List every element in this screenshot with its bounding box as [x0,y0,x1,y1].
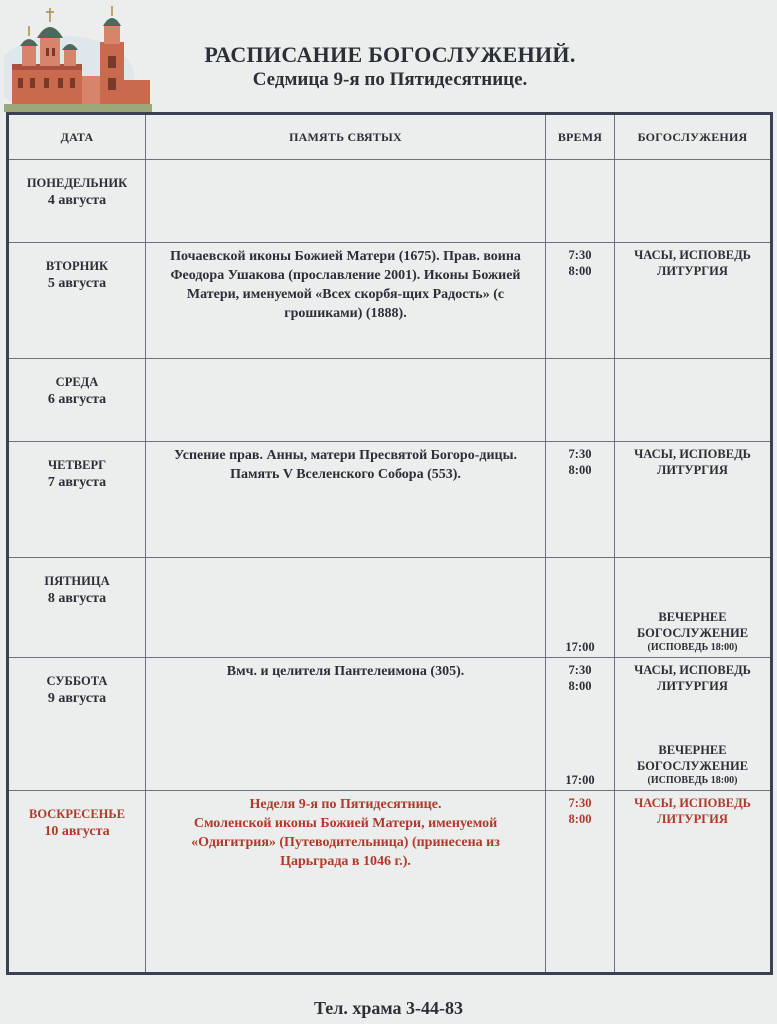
time-cell [546,442,615,558]
services-cell [615,243,772,359]
table-row [8,243,772,359]
evening-confession: (ИСПОВЕДЬ 18:00) [647,775,738,786]
table-row [8,359,772,442]
date-cell [8,558,146,658]
services-cell [615,558,772,658]
services-cell [615,791,772,974]
service-times: 7:30 8:00 [568,663,592,693]
evening-confession: (ИСПОВЕДЬ 18:00) [647,642,738,653]
time-cell [546,359,615,442]
column-header-time: ВРЕМЯ [546,114,615,160]
services-cell [615,359,772,442]
column-header-memory: ПАМЯТЬ СВЯТЫХ [146,114,546,160]
evening-service [615,742,770,788]
memory-cell [146,243,546,359]
day-date: 6 августа [47,392,107,407]
memory-text: Неделя 9-я по Пятидесятнице. Смоленской иконы Божией Матери, именуемой «Одигитрия» (Путеводительница) (принесена из Царьграда в 1046 г.). [191,797,500,869]
column-header-services: БОГОСЛУЖЕНИЯ [615,114,772,160]
date-cell [8,359,146,442]
evening-service-name: ВЕЧЕРНЕЕ БОГОСЛУЖЕНИЕ [636,743,749,773]
table-row [8,558,772,658]
date-cell [8,442,146,558]
church-illustration [4,6,152,112]
memory-text: Вмч. и целителя Пантелеимона (305). [226,664,465,679]
service-names: ЧАСЫ, ИСПОВЕДЬ ЛИТУРГИЯ [634,796,751,826]
date-cell [8,243,146,359]
memory-cell [146,558,546,658]
service-times: 7:30 8:00 [568,447,592,477]
time-cell [546,658,615,791]
day-date: 7 августа [47,475,107,490]
table-row [8,658,772,791]
day-name: ПОНЕДЕЛЬНИК [26,176,128,190]
table-row [8,442,772,558]
evening-service-name: ВЕЧЕРНЕЕ БОГОСЛУЖЕНИЕ [636,610,749,640]
page-subtitle: Седмица 9-я по Пятидесятнице. [252,69,528,90]
table-header-row [8,114,772,160]
header [160,42,620,92]
service-names: ЧАСЫ, ИСПОВЕДЬ ЛИТУРГИЯ [634,447,751,477]
memory-cell [146,658,546,791]
day-name: ПЯТНИЦА [44,574,110,588]
time-cell [546,243,615,359]
day-date: 9 августа [47,691,107,706]
memory-cell [146,791,546,974]
date-cell [8,658,146,791]
services-cell [615,658,772,791]
church-phone: Тел. храма 3-44-83 [313,998,464,1018]
time-cell [546,791,615,974]
memory-text: Почаевской иконы Божией Матери (1675). Прав. воина Феодора Ушакова (прославление 2001). Иконы Божией Матери, именуемой «Всех скорбя-щих Радость» (с грошиками) (1888). [170,249,521,321]
schedule-table [6,112,773,975]
date-cell [8,160,146,243]
memory-cell [146,359,546,442]
memory-text: Успение прав. Анны, матери Пресвятой Богоро-дицы. Память V Вселенского Собора (553). [173,448,518,482]
evening-time: 17:00 [565,773,595,787]
memory-cell [146,442,546,558]
service-names: ЧАСЫ, ИСПОВЕДЬ ЛИТУРГИЯ [634,248,751,278]
day-date: 4 августа [47,193,107,208]
day-name: СРЕДА [55,375,99,389]
date-cell [8,791,146,974]
page-title: РАСПИСАНИЕ БОГОСЛУЖЕНИЙ. [204,42,576,67]
table-row [8,160,772,243]
column-header-date: ДАТА [8,114,146,160]
day-date: 8 августа [47,591,107,606]
table-row [8,791,772,974]
day-name: ВОСКРЕСЕНЬЕ [29,807,125,821]
service-names: ЧАСЫ, ИСПОВЕДЬ ЛИТУРГИЯ [634,663,751,693]
services-cell [615,442,772,558]
service-times: 7:30 8:00 [568,248,592,278]
time-cell [546,558,615,658]
memory-cell [146,160,546,243]
day-name: ВТОРНИК [45,259,109,273]
time-cell [546,160,615,243]
day-date: 10 августа [44,824,110,839]
evening-service [615,609,770,655]
day-name: СУББОТА [46,674,108,688]
service-times: 7:30 8:00 [568,796,592,826]
evening-time: 17:00 [565,640,595,654]
services-cell [615,160,772,243]
day-name: ЧЕТВЕРГ [47,458,107,472]
day-date: 5 августа [47,276,107,291]
